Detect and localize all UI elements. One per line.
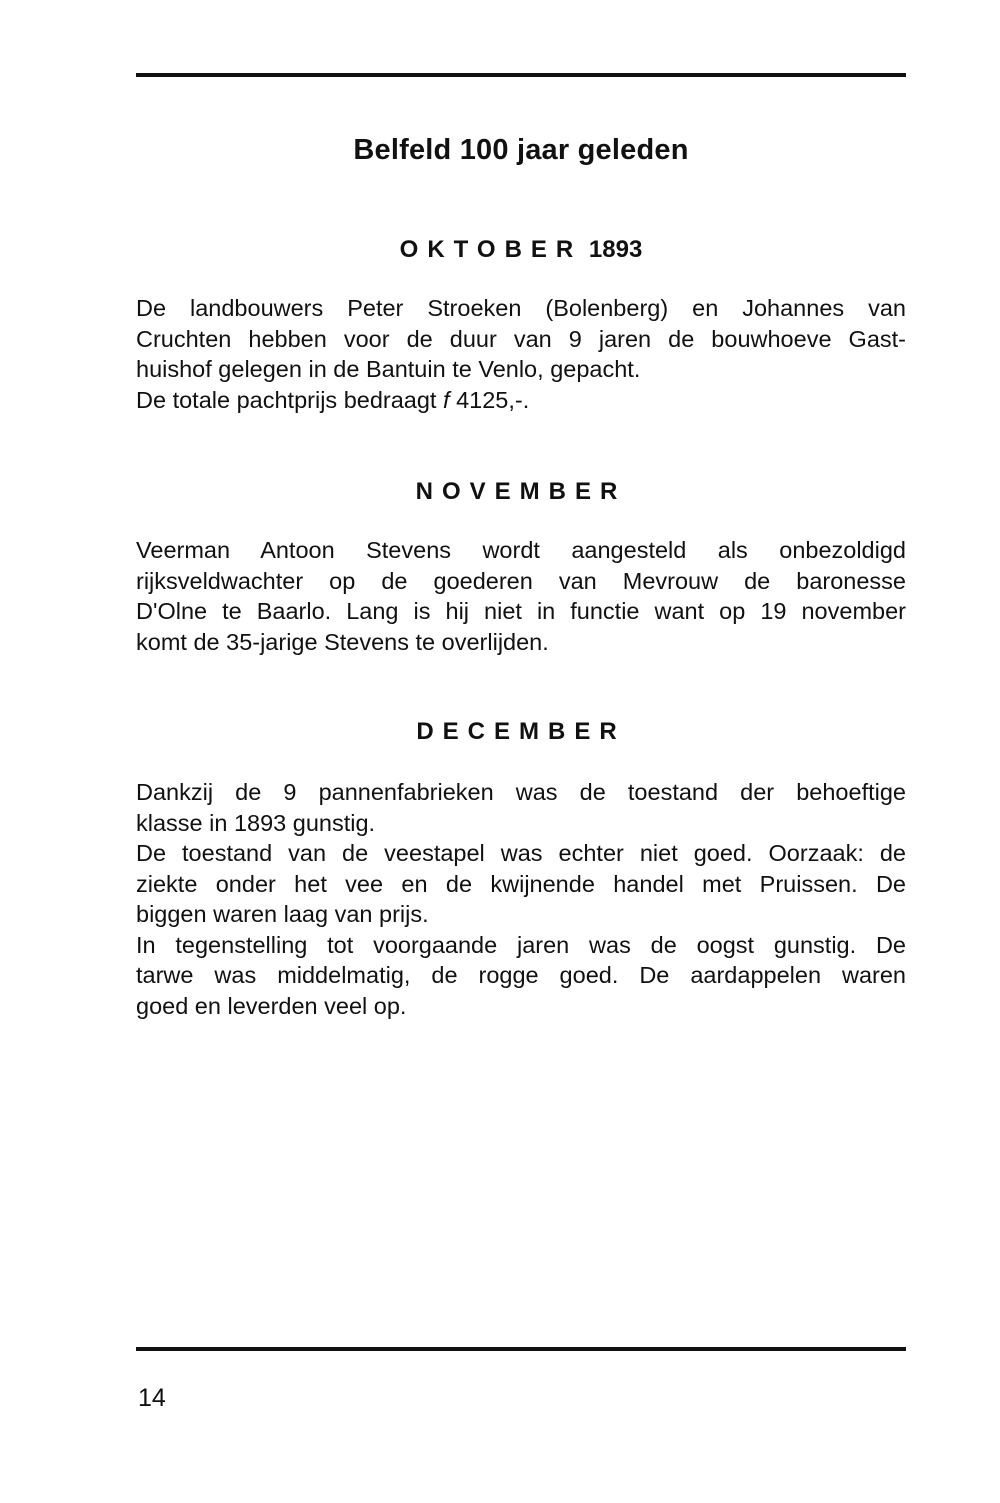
florin-symbol: f [443, 386, 450, 413]
text-line: Veerman Antoon Stevens wordt aangesteld als onbezoldigd [136, 537, 906, 563]
text-line: goed en leverden veel op. [136, 992, 407, 1019]
month-label: OKTOBER [399, 236, 583, 263]
section-heading-november [136, 478, 906, 506]
page-title: Belfeld 100 jaar geleden [353, 134, 689, 166]
section-heading-oktober [136, 236, 906, 264]
page-number: 14 [138, 1384, 166, 1412]
text-line: ziekte onder het vee en de kwijnende handel met Pruissen. De [136, 870, 906, 897]
month-label: NOVEMBER [415, 478, 627, 505]
text-line-price [136, 385, 906, 416]
bottom-rule [136, 1347, 906, 1351]
text-line: De landbouwers Peter Stroeken (Bolenberg) en Johannes van [136, 295, 906, 321]
text-line: Cruchten hebben voor de duur van 9 jaren de bouwhoeve Gast- [136, 325, 906, 352]
top-rule [136, 73, 906, 77]
month-label: DECEMBER [416, 718, 626, 745]
year-label: 1893 [588, 236, 643, 263]
text-line: tarwe was middelmatig, de rogge goed. De aardappelen waren [136, 962, 906, 988]
text-line: klasse in 1893 gunstig. [136, 809, 376, 836]
text-line: Dankzij de 9 pannenfabrieken was de toestand der behoeftige [136, 779, 906, 805]
text-line: huishof gelegen in de Bantuin te Venlo, gepacht. [136, 356, 641, 382]
text-line: De toestand van de veestapel was echter niet goed. Oorzaak: de [136, 840, 906, 866]
price-value: 4125,-. [456, 386, 530, 413]
text-line: rijksveldwachter op de goederen van Mevrouw de baronesse [136, 567, 906, 594]
section-text-oktober [136, 293, 906, 415]
section-heading-december [136, 718, 906, 746]
text-line: biggen waren laag van prijs. [136, 901, 429, 927]
section-text-december [136, 777, 906, 1021]
text-line: D'Olne te Baarlo. Lang is hij niet in functie want op 19 november [136, 598, 906, 624]
text-line: In tegenstelling tot voorgaande jaren was de oogst gunstig. De [136, 931, 906, 958]
text-line: komt de 35-jarige Stevens te overlijden. [136, 628, 549, 655]
section-text-november [136, 535, 906, 657]
text-fragment: De totale pachtprijs bedraagt [136, 386, 437, 413]
